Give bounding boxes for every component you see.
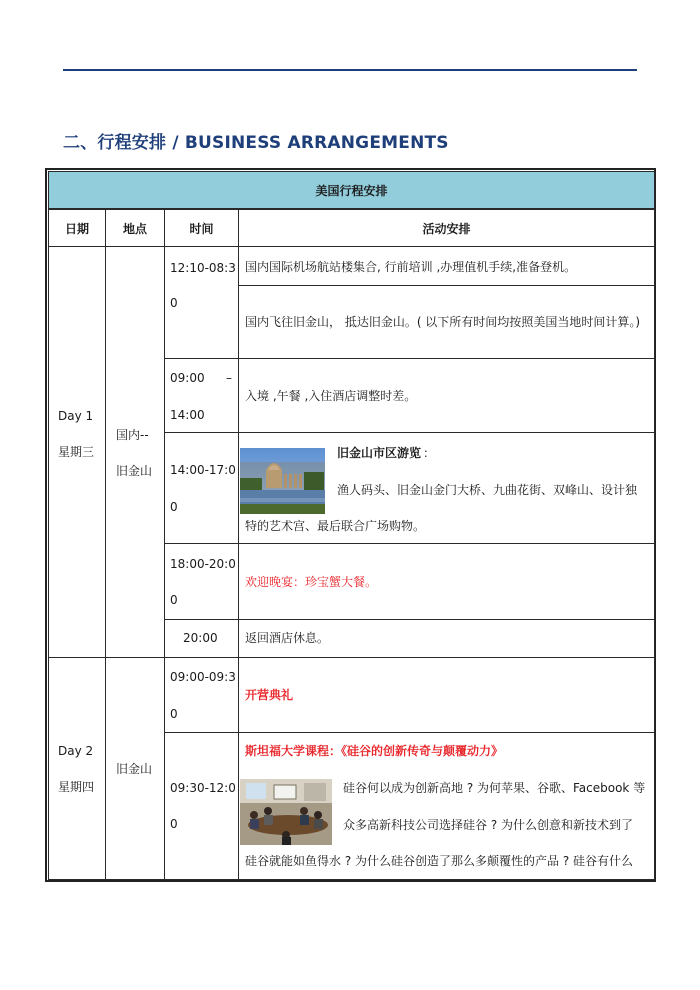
- day1-r3-title: 旧金山市区游览: [337, 446, 422, 460]
- section-title: 二、行程安排 / BUSINESS ARRANGEMENTS: [63, 133, 449, 153]
- col-header-place: 地点: [105, 209, 165, 247]
- day2-weekday: 星期四: [58, 780, 95, 794]
- classroom-photo: [240, 779, 332, 845]
- day1-r2-time-line1: 09:00: [170, 371, 205, 385]
- day1-r1-time-line1: 12:10-08:3: [170, 261, 236, 275]
- day2-r1-act: 开营典礼: [245, 688, 294, 702]
- day2-date-cell: [48, 657, 106, 880]
- table-header: 美国行程安排: [48, 171, 655, 209]
- day1-r2-time-line2: 14:00: [170, 408, 205, 422]
- day2-r1-act-cell: [238, 657, 655, 733]
- palace-of-fine-arts-photo: [240, 448, 325, 514]
- day2-r2-line2: 硅谷何以成为创新高地 ? 为何苹果、谷歌、Facebook 等: [343, 781, 646, 795]
- day1-r2-act: 入境 ,午餐 ,入住酒店调整时差。: [245, 389, 417, 403]
- day1-r3-line3: 特的艺术宫、最后联合广场购物。: [245, 519, 426, 533]
- day2-r2-time-line1: 09:30-12:0: [170, 781, 236, 795]
- day1-r1-act-a: 国内国际机场航站楼集合, 行前培训 ,办理值机手续,准备登机。: [245, 260, 577, 274]
- day1-r3-colon: ：: [423, 446, 436, 460]
- col-header-activity: 活动安排: [238, 209, 655, 247]
- day2-place: 旧金山: [116, 762, 153, 776]
- day2-r2-time-cell: [164, 732, 239, 880]
- day2-r1-time-line2: 0: [170, 707, 178, 721]
- day1-r3-line2: 渔人码头、旧金山金门大桥、九曲花街、双峰山、设计独: [337, 483, 638, 497]
- day1-r1-time-line2: 0: [170, 296, 178, 310]
- day1-r5-act: 返回酒店休息。: [245, 631, 330, 645]
- day1-r4-act: 欢迎晚宴：珍宝蟹大餐。: [245, 575, 378, 589]
- day1-date: Day 1: [58, 409, 94, 423]
- col-header-time: 时间: [164, 209, 239, 247]
- day2-date: Day 2: [58, 744, 94, 758]
- day2-r2-time-line2: 0: [170, 817, 178, 831]
- day1-place-line1: 国内--: [116, 428, 149, 442]
- day1-place-cell: [105, 246, 165, 658]
- day1-r3-time-line2: 0: [170, 500, 178, 514]
- day1-weekday: 星期三: [58, 445, 95, 459]
- day1-r3-time-line1: 14:00-17:0: [170, 463, 236, 477]
- day1-r3-time-cell: [164, 432, 239, 544]
- day1-place-line2: 旧金山: [116, 464, 153, 478]
- day1-r2-time-dash: –: [226, 371, 232, 385]
- day2-r2-line3: 众多高新科技公司选择硅谷 ? 为什么创意和新技术到了: [343, 818, 634, 832]
- day1-r1-act-b: 国内飞往旧金山， 抵达旧金山。( 以下所有时间均按照美国当地时间计算。): [245, 315, 640, 329]
- col-header-date: 日期: [48, 209, 106, 247]
- day1-r4-time-line2: 0: [170, 593, 178, 607]
- day1-r5-time: 20:00: [183, 631, 218, 645]
- day2-r1-time-line1: 09:00-09:3: [170, 670, 236, 684]
- top-rule: [63, 69, 637, 71]
- day1-r4-time-line1: 18:00-20:0: [170, 557, 236, 571]
- day2-r2-title: 斯坦福大学课程：《硅谷的创新传奇与颠覆动力》: [245, 744, 504, 758]
- day2-r2-line4: 硅谷就能如鱼得水 ? 为什么硅谷创造了那么多颠覆性的产品 ? 硅谷有什么: [245, 854, 633, 868]
